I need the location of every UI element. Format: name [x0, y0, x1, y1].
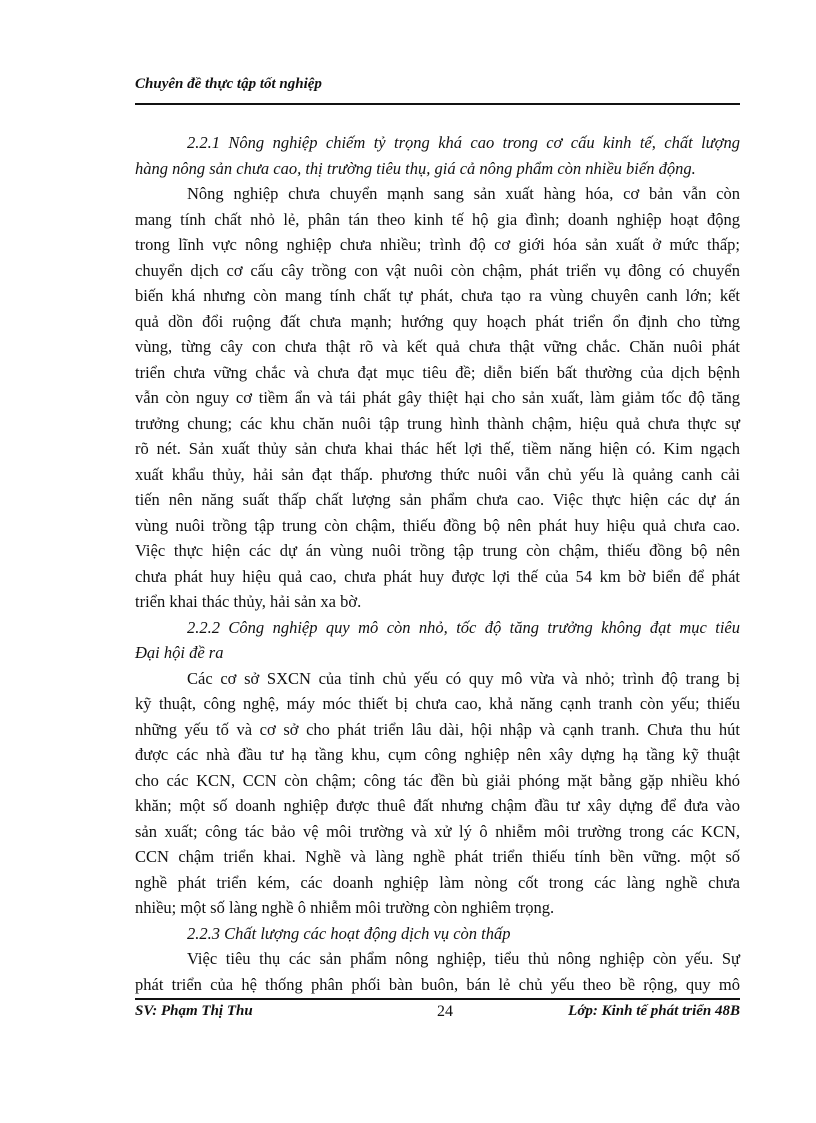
text-line: Việc thực hiện các dự án vùng nuôi trồng tập trung còn chậm, thiếu đồng bộ nên	[135, 541, 740, 560]
text-line: triển khai thác thủy, hải sản xa bờ.	[135, 592, 362, 611]
section-heading	[135, 615, 740, 666]
text-line: 2.2.3 Chất lượng các hoạt động dịch vụ còn thấp	[187, 923, 511, 943]
text-line: khăn; một số doanh nghiệp được thuê đất nhưng chậm đầu tư xây dựng để đưa vào	[135, 796, 740, 815]
text-line: Việc tiêu thụ các sản phẩm nông nghiệp, tiểu thủ nông nghiệp còn yếu. Sự	[187, 949, 740, 968]
footer-rule	[135, 998, 740, 1000]
text-line: Nông nghiệp chưa chuyển mạnh sang sản xuất hàng hóa, cơ bản vẫn còn	[187, 184, 740, 203]
text-line: phát triển của hệ thống phân phối bàn buôn, bán lẻ chủ yếu theo bề rộng, quy mô	[135, 974, 740, 994]
page-number: 24	[437, 1003, 453, 1020]
text-line: nhiều; một số làng nghề ô nhiễm môi trường còn nghiêm trọng.	[135, 898, 555, 917]
running-header-title: Chuyên đề thực tập tốt nghiệp	[135, 76, 322, 92]
paragraph	[135, 946, 740, 997]
text-line: vẫn còn nguy cơ tiềm ẩn và tái phát gây thiệt hại cho sản xuất, làm giảm tốc độ tăng	[135, 388, 740, 407]
text-line: được các nhà đầu tư hạ tầng khu, cụm công nghiệp nên xây dựng hạ tầng kỹ thuật	[135, 745, 740, 764]
text-line: nghề phát triển kém, các doanh nghiệp làm nòng cốt trong các làng nghề chưa	[135, 872, 740, 892]
text-line: xuất khẩu thủy, hải sản đạt thấp. phương thức nuôi vẫn chủ yếu là quảng canh cải	[135, 464, 740, 484]
text-line: triển chưa vững chắc và chưa đạt mục tiêu đề; diễn biến bất thường của dịch bệnh	[135, 362, 740, 382]
text-line: sản xuất; công tác bảo vệ môi trường và xử lý ô nhiễm môi trường trong các KCN,	[135, 821, 740, 841]
text-line: mang tính chất nhỏ lẻ, phân tán theo kinh tế hộ gia đình; doanh nghiệp hoạt động	[135, 209, 740, 229]
paragraph	[135, 666, 740, 921]
text-line: tiến nên năng suất thấp chất lượng sản phẩm chưa cao. Việc thực hiện các dự án	[135, 490, 740, 509]
text-line: Các cơ sở SXCN của tỉnh chủ yếu có quy mô vừa và nhỏ; trình độ trang bị	[187, 668, 740, 688]
section-heading	[135, 130, 740, 181]
document-body	[135, 130, 740, 997]
text-line: quả dồn đổi ruộng đất chưa mạnh; hướng quy hoạch phát triển ổn định cho từng	[135, 311, 740, 331]
text-line: kỹ thuật, công nghệ, máy móc thiết bị chưa cao, khả năng cạnh tranh còn yếu; thiếu	[135, 694, 740, 713]
text-line: chuyển dịch cơ cấu cây trồng con vật nuôi còn chậm, phát triển vụ đông có chuyển	[135, 260, 740, 280]
text-line: chưa phát huy hiệu quả cao, chưa phát huy được lợi thế của 54 km bờ biển để phát	[135, 566, 740, 586]
footer-student: SV: Phạm Thị Thu	[135, 1003, 253, 1019]
text-line: Đại hội đề ra	[135, 643, 224, 662]
text-line: rõ nét. Sản xuất thủy sản chưa khai thác hết lợi thế, tiềm năng hiện có. Kim ngạch	[135, 439, 740, 458]
paragraph	[135, 181, 740, 615]
text-line: biến khá nhưng còn mang tính chất tự phát, chưa tạo ra vùng chuyên canh lớn; kết	[135, 286, 740, 305]
text-line: hàng nông sản chưa cao, thị trường tiêu thụ, giá cả nông phẩm còn nhiều biến động.	[135, 158, 696, 178]
text-line: 2.2.1 Nông nghiệp chiếm tỷ trọng khá cao trong cơ cấu kinh tế, chất lượng	[187, 133, 740, 152]
text-line: trong lĩnh vực nông nghiệp chưa nhiều; trình độ cơ giới hóa sản xuất ở mức thấp;	[135, 235, 740, 254]
text-line: cho các KCN, CCN còn chậm; công tác đền bù giải phóng mặt bằng gặp nhiều khó	[135, 770, 740, 790]
footer-class: Lớp: Kinh tế phát triển 48B	[568, 1003, 740, 1019]
text-line: vùng, từng cây con chưa thật rõ và kết quả chưa thật vững chắc. Chăn nuôi phát	[135, 337, 740, 356]
text-line: vùng nuôi trồng tập trung còn chậm, thiếu đồng bộ nên phát huy hiệu quả chưa cao.	[135, 515, 740, 535]
text-line: CCN chậm triển khai. Nghề và làng nghề phát triển thiếu tính bền vững. một số	[135, 847, 740, 866]
section-heading	[135, 921, 740, 947]
text-line: 2.2.2 Công nghiệp quy mô còn nhỏ, tốc độ tăng trưởng không đạt mục tiêu	[187, 617, 740, 637]
text-line: những yếu tố và cơ sở cho phát triển lâu dài, hội nhập và cạnh tranh. Chưa thu hút	[135, 719, 740, 739]
text-line: trưởng chung; các khu chăn nuôi tập trung hình thành chậm, hiệu quả chưa thực sự	[135, 413, 740, 433]
header-rule	[135, 103, 740, 105]
